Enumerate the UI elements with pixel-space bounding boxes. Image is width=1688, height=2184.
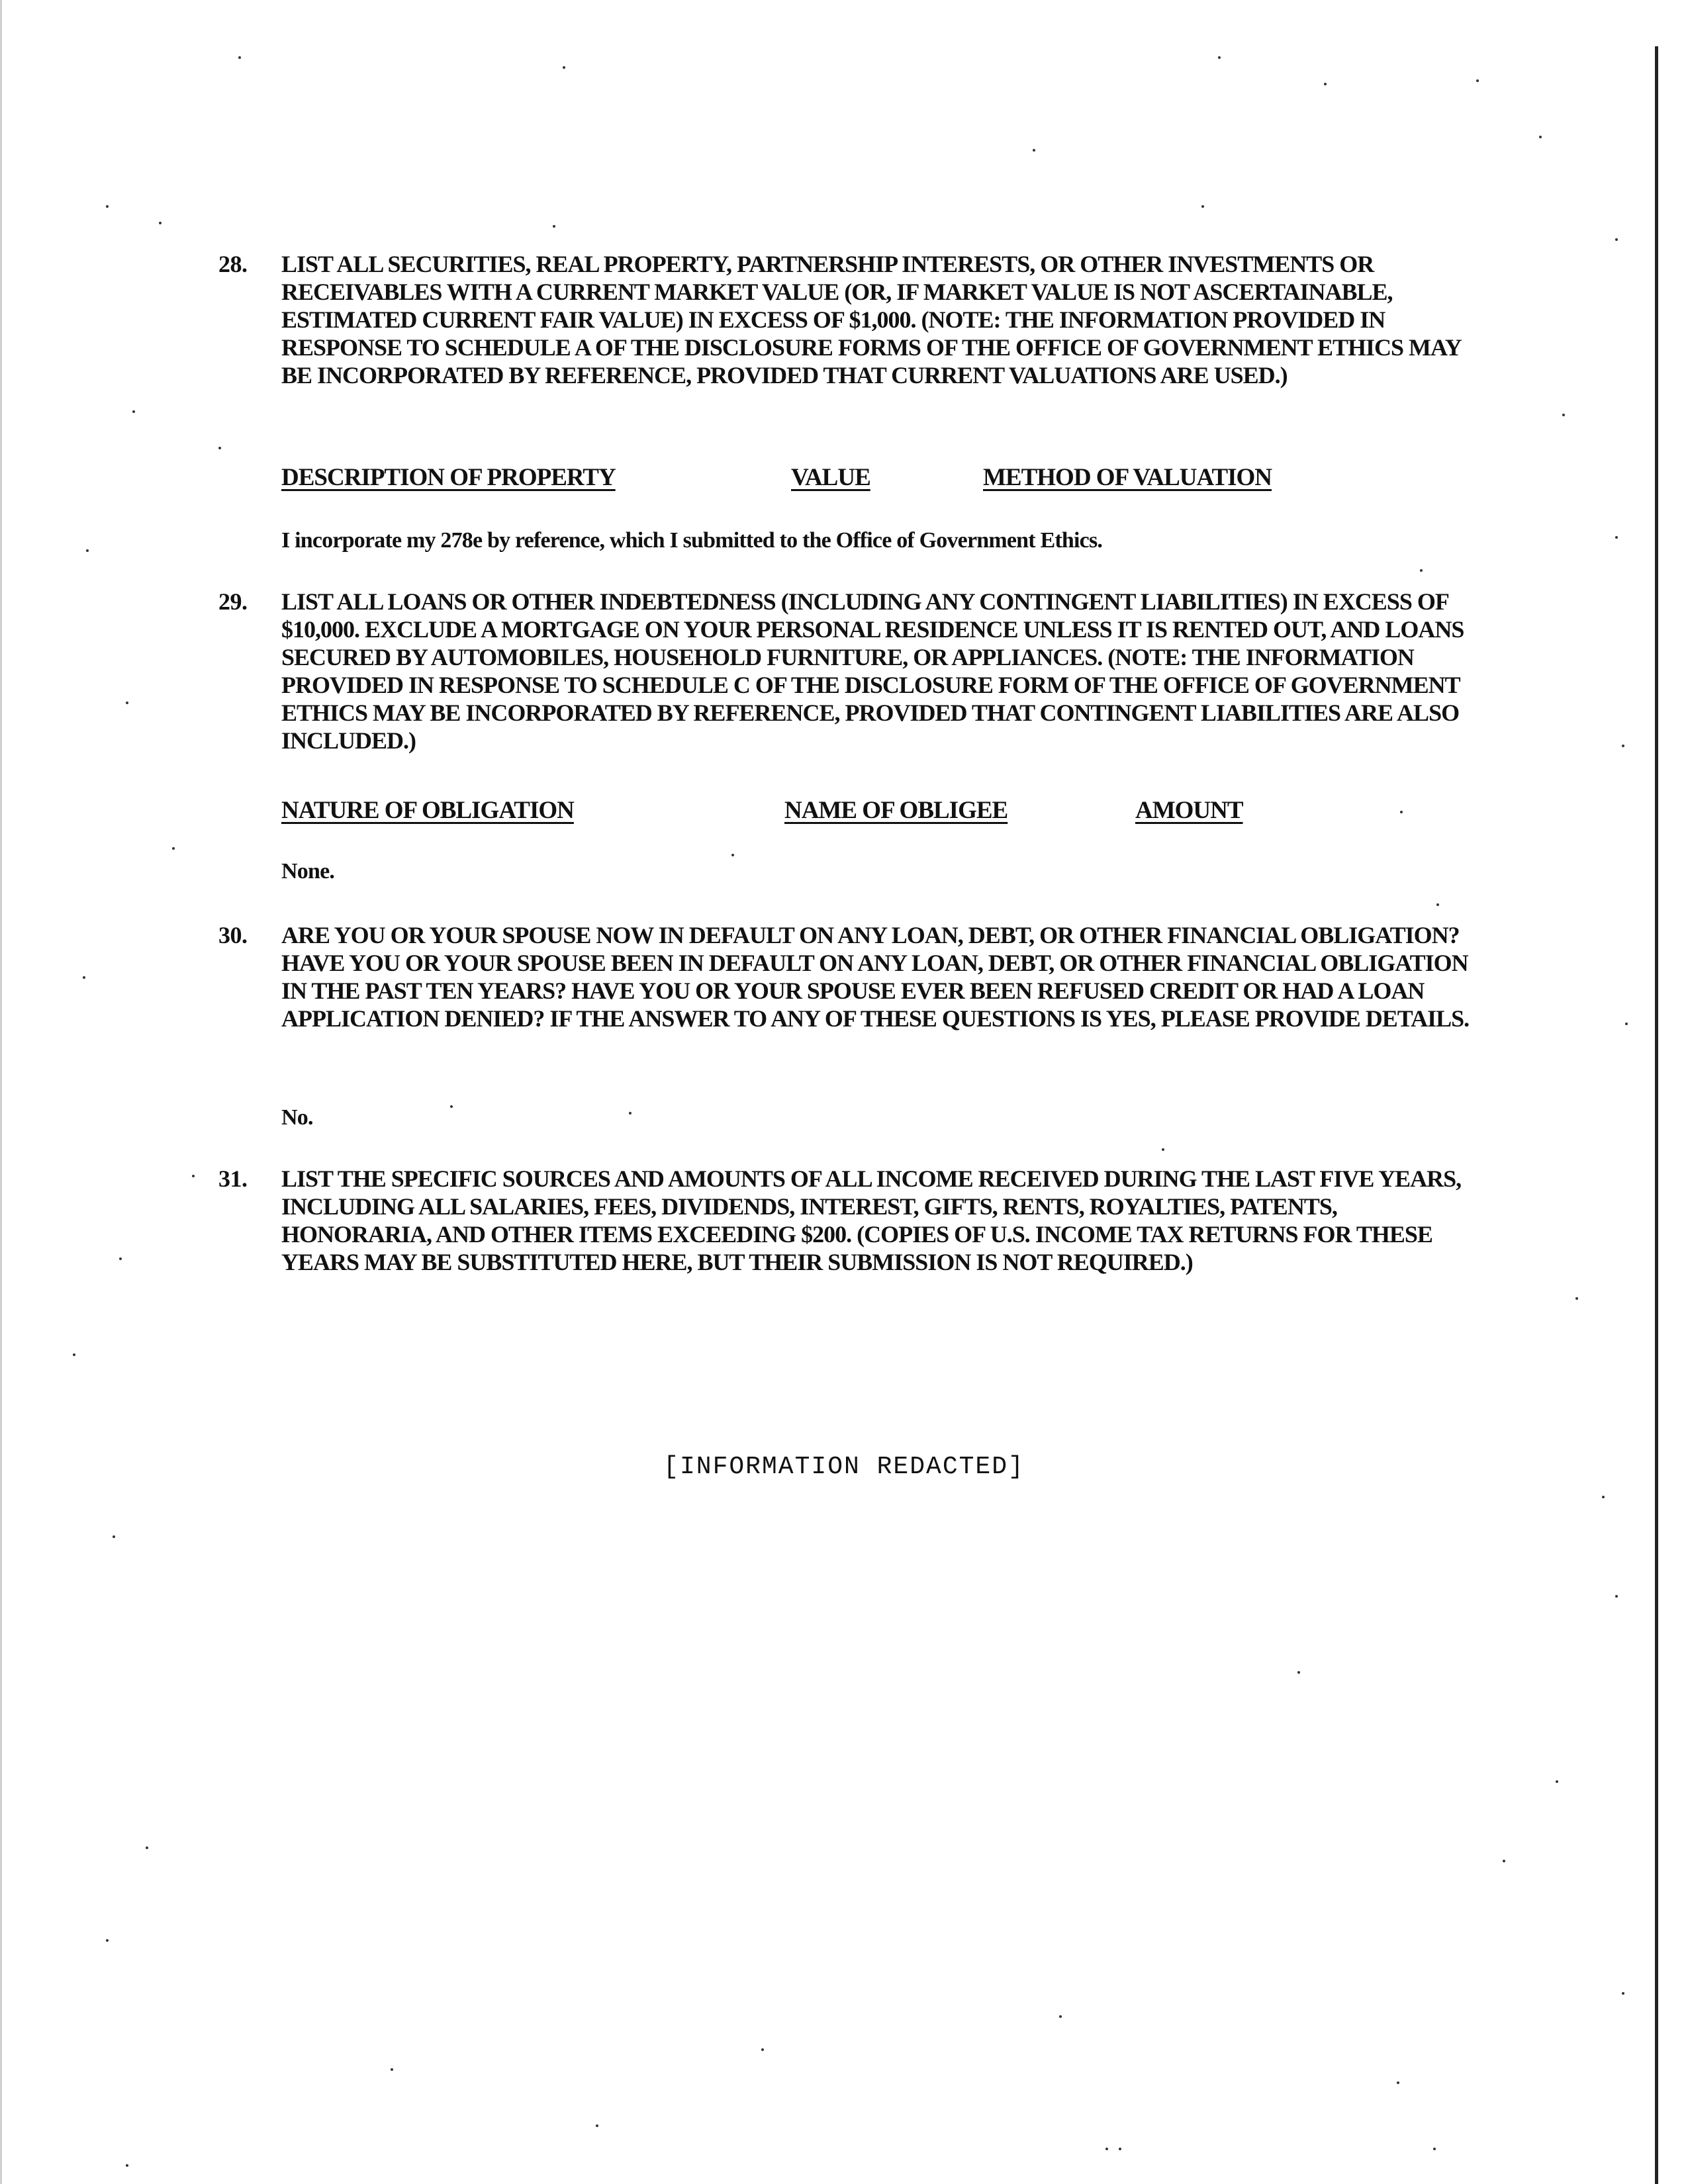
scan-speck (1556, 1780, 1558, 1783)
scan-speck (126, 2164, 128, 2167)
header-description-of-property: DESCRIPTION OF PROPERTY (281, 464, 616, 491)
scan-speck (159, 222, 162, 224)
scan-speck (1201, 205, 1204, 208)
scan-speck (1575, 1297, 1578, 1300)
scan-speck (1162, 1148, 1164, 1151)
scan-speck (596, 2124, 598, 2127)
scan-speck (83, 976, 85, 979)
scan-speck (1436, 903, 1439, 906)
scan-speck (1625, 1023, 1628, 1025)
scan-speck (1105, 2148, 1108, 2150)
scan-speck (86, 549, 89, 552)
scan-speck (1476, 79, 1479, 82)
scan-speck (1119, 2148, 1121, 2150)
scan-speck (1539, 136, 1542, 138)
scan-speck (391, 2068, 393, 2071)
scan-speck (73, 1353, 75, 1356)
scan-speck (1622, 1992, 1624, 1995)
scan-speck (1297, 1671, 1300, 1674)
question-text: LIST ALL LOANS OR OTHER INDEBTEDNESS (INCLUDING ANY CONTINGENT LIABILITIES) IN EXCESS OF $10,000. EXCLUDE A MORTGAGE ON YOUR PERSONAL RESIDENCE UNLESS IT IS RENTED OUT, AND LOANS SECURED BY AUTOMOBILES, HOUSEHOLD FURNITURE, OR APPLIANCES. (NOTE: THE INFORMATION PROVIDED IN RESPONSE TO SCHEDULE C OF THE DISCLOSURE FORM OF THE OFFICE OF GOVERNMENT ETHICS MAY BE INCORPORATED BY REFERENCE, PROVIDED THAT CONTINGENT LIABILITIES ARE ALSO INCLUDED.) (281, 588, 1464, 754)
scan-speck (132, 410, 135, 413)
answer-30: No. (281, 1105, 313, 1130)
scan-speck (1562, 414, 1565, 416)
scan-speck (563, 66, 565, 69)
question-number: 30. (218, 922, 248, 948)
question-29 (218, 588, 1476, 754)
scan-speck (1400, 811, 1403, 813)
question-31 (218, 1165, 1476, 1276)
scan-speck (1622, 745, 1624, 747)
scan-speck (1059, 2015, 1062, 2018)
answer-28: I incorporate my 278e by reference, which I submitted to the Office of Government Ethics. (281, 528, 1103, 553)
question-text: LIST ALL SECURITIES, REAL PROPERTY, PARTNERSHIP INTERESTS, OR OTHER INVESTMENTS OR RECEIVABLES WITH A CURRENT MARKET VALUE (OR, IF MARKET VALUE IS NOT ASCERTAINABLE, ESTIMATED CURRENT FAIR VALUE) IN EXCESS OF $1,000. (NOTE: THE INFORMATION PROVIDED IN RESPONSE TO SCHEDULE A OF THE DISCLOSURE FORMS OF THE OFFICE OF GOVERNMENT ETHICS MAY BE INCORPORATED BY REFERENCE, PROVIDED THAT CURRENT VALUATIONS ARE USED.) (281, 251, 1461, 388)
scan-speck (106, 205, 109, 208)
scan-speck (1433, 2148, 1436, 2150)
header-value: VALUE (791, 464, 870, 491)
question-text: LIST THE SPECIFIC SOURCES AND AMOUNTS OF ALL INCOME RECEIVED DURING THE LAST FIVE YEARS, INCLUDING ALL SALARIES, FEES, DIVIDENDS, INTEREST, GIFTS, RENTS, ROYALTIES, PATENTS, HONORARIA, AND OTHER ITEMS EXCEEDING $200. (COPIES OF U.S. INCOME TAX RETURNS FOR THESE YEARS MAY BE SUBSTITUTED HERE, BUT THEIR SUBMISSION IS NOT REQUIRED.) (281, 1165, 1462, 1275)
scan-speck (1615, 1595, 1618, 1598)
scan-speck (238, 56, 241, 59)
scan-speck (1218, 56, 1221, 59)
scan-speck (553, 225, 555, 228)
header-method-of-valuation: METHOD OF VALUATION (983, 464, 1272, 491)
scan-speck (731, 854, 734, 856)
scan-speck (450, 1105, 453, 1108)
scan-speck (172, 847, 175, 850)
scan-speck (119, 1257, 122, 1260)
scan-speck (126, 702, 128, 704)
scan-speck (1503, 1860, 1505, 1862)
answer-29: None. (281, 859, 335, 884)
scan-speck (1602, 1496, 1605, 1498)
scan-speck (1420, 569, 1423, 572)
header-amount: AMOUNT (1135, 797, 1243, 824)
scan-speck (1324, 83, 1327, 85)
question-28 (218, 250, 1476, 389)
scan-speck (761, 2048, 764, 2051)
header-name-of-obligee: NAME OF OBLIGEE (784, 797, 1008, 824)
question-number: 29. (218, 588, 248, 615)
question-number: 28. (218, 251, 248, 277)
scan-left-edge (0, 0, 2, 2184)
scan-speck (629, 1112, 632, 1115)
scan-speck (218, 447, 221, 449)
question-30 (218, 921, 1476, 1032)
header-nature-of-obligation: NATURE OF OBLIGATION (281, 797, 574, 824)
scan-speck (1033, 149, 1035, 152)
scan-speck (106, 1939, 109, 1942)
scan-speck (146, 1846, 148, 1849)
question-text: ARE YOU OR YOUR SPOUSE NOW IN DEFAULT ON ANY LOAN, DEBT, OR OTHER FINANCIAL OBLIGATION? HAVE YOU OR YOUR SPOUSE BEEN IN DEFAULT ON ANY LOAN, DEBT, OR OTHER FINANCIAL OBLIGATION IN THE PAST TEN YEARS? HAVE YOU OR YOUR SPOUSE EVER BEEN REFUSED CREDIT OR HAD A LOAN APPLICATION DENIED? IF THE ANSWER TO ANY OF THESE QUESTIONS IS YES, PLEASE PROVIDE DETAILS. (281, 922, 1470, 1032)
scan-speck (192, 1175, 195, 1177)
question-number: 31. (218, 1165, 248, 1192)
scan-right-border (1655, 46, 1658, 2184)
scan-speck (113, 1535, 115, 1538)
redaction-notice: [INFORMATION REDACTED] (663, 1453, 1025, 1481)
scan-speck (1397, 2081, 1399, 2084)
scan-speck (1615, 238, 1618, 241)
scan-speck (1615, 536, 1618, 539)
